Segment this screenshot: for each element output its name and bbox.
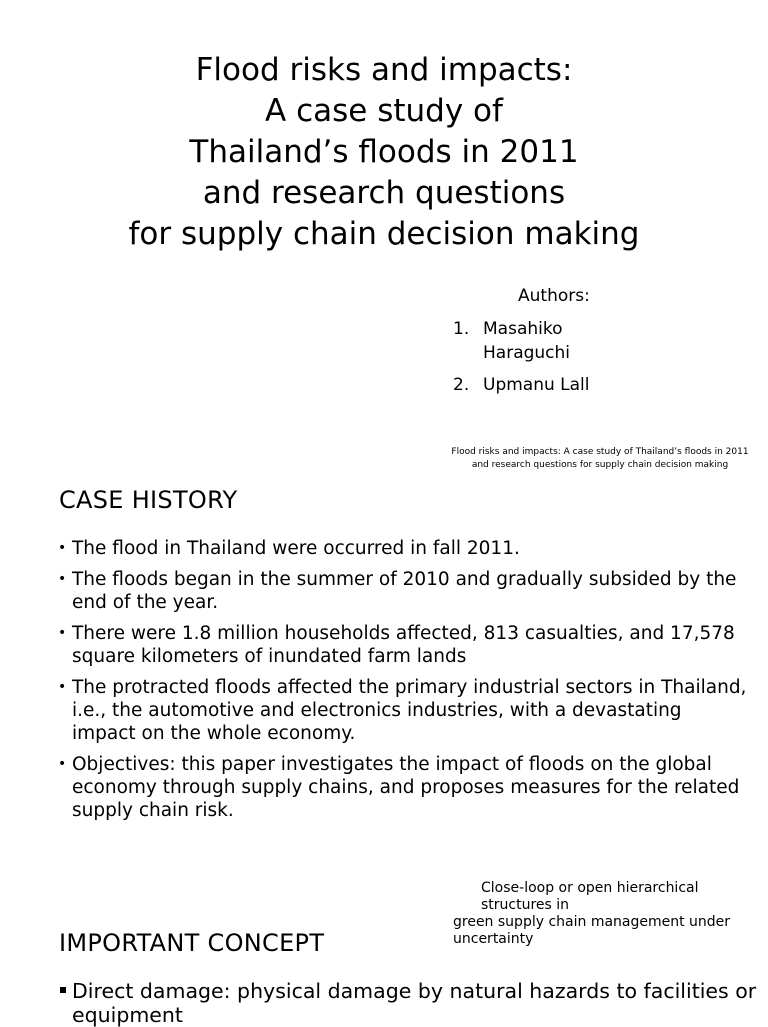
- list-item: [58, 622, 748, 668]
- title-line: for supply chain decision making: [128, 216, 640, 252]
- author-item: [453, 373, 623, 397]
- caption-line: and research questions for supply chain decision making: [471, 460, 729, 470]
- author-number: 2.: [453, 375, 470, 395]
- list-item: [58, 753, 748, 822]
- side-caption: [453, 880, 753, 948]
- important-concept-heading: IMPORTANT CONCEPT: [59, 929, 325, 957]
- bullet-text: The protracted floods affected the primary industrial sectors in Thailand, i.e., the automotive and electronics industries, with a devastating impact on the whole economy.: [72, 677, 747, 744]
- list-item: [58, 568, 748, 614]
- document-title: [0, 50, 768, 255]
- author-item: [453, 317, 623, 365]
- bullet-text: The floods began in the summer of 2010 and gradually subsided by the end of the year.: [72, 569, 737, 613]
- bullet-dot-icon: •: [58, 540, 67, 556]
- authors-label: Authors:: [518, 286, 590, 306]
- bullet-text: There were 1.8 million households affected, 813 casualties, and 17,578 square kilometers of inundated farm lands: [72, 623, 735, 667]
- caption-line: green supply chain management under uncertainty: [453, 914, 731, 947]
- caption-line: Flood risks and impacts: A case study of Thailand’s floods in 2011: [451, 447, 749, 457]
- list-item: [58, 676, 748, 745]
- square-bullet-icon: [60, 987, 66, 993]
- bullet-text: Direct damage: physical damage by natural hazards to facilities or equipment: [72, 979, 757, 1027]
- bullet-dot-icon: •: [58, 756, 67, 772]
- author-number: 1.: [453, 319, 470, 339]
- bullet-text: Objectives: this paper investigates the impact of floods on the global economy through supply chains, and proposes measures for the related supply chain risk.: [72, 754, 740, 821]
- case-history-bullets: [58, 537, 748, 830]
- authors-list: [453, 317, 623, 405]
- bullet-dot-icon: •: [58, 571, 67, 587]
- author-name: Masahiko Haraguchi: [483, 319, 571, 363]
- title-line: Flood risks and impacts:: [195, 52, 573, 88]
- caption-line: Close-loop or open hierarchical structures in: [481, 880, 699, 913]
- bullet-text: The flood in Thailand were occurred in fall 2011.: [72, 538, 520, 559]
- title-line: A case study of: [265, 93, 503, 129]
- bullet-dot-icon: •: [58, 679, 67, 695]
- case-history-heading: CASE HISTORY: [59, 486, 238, 514]
- bullet-dot-icon: •: [58, 625, 67, 641]
- list-item: [58, 979, 762, 1027]
- list-item: [58, 537, 748, 560]
- slide-caption: [432, 446, 768, 472]
- title-line: and research questions: [202, 175, 566, 211]
- title-line: Thailand’s floods in 2011: [189, 134, 579, 170]
- author-name: Upmanu Lall: [483, 375, 590, 395]
